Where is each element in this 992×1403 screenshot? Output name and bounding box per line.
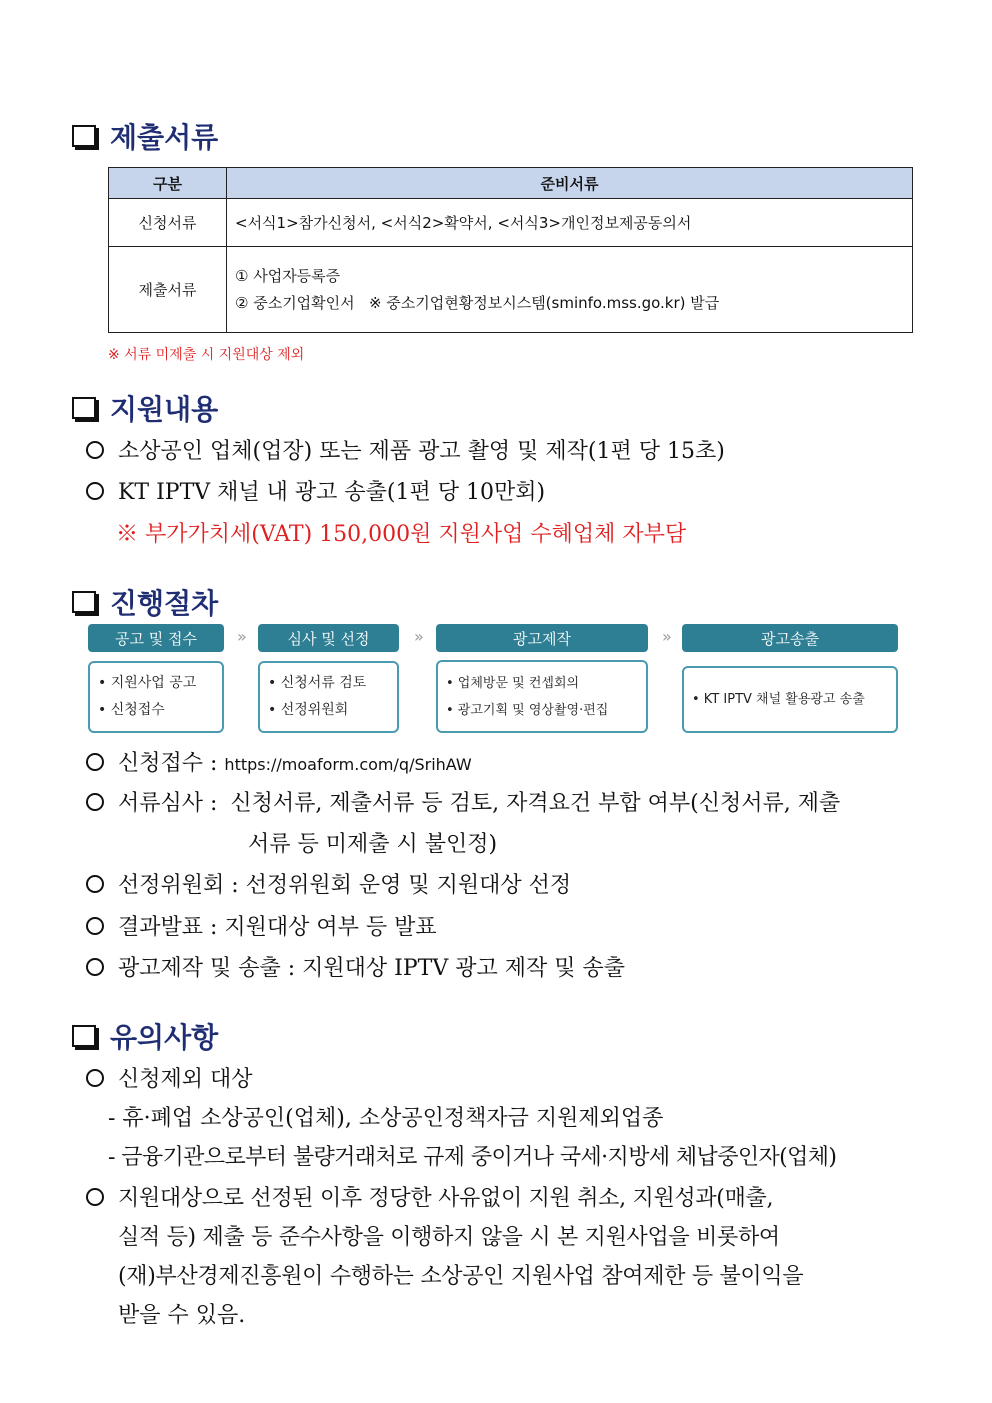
process-document-review-cont: 서류 등 미제출 시 불인정) [248,832,498,857]
checkbox-square-icon [72,1025,96,1047]
step-box-production [436,660,648,733]
doc-item-business-registration: ① 사업자등록증 [235,266,341,285]
section-title-process: 진행절차 [72,582,218,622]
table-header-documents: 준비서류 [227,168,913,199]
step-item: • 선정위원회 [268,702,349,718]
process-apply: 신청접수 : https://moaform.com/q/SrihAW [86,746,472,777]
table-header-category: 구분 [109,168,227,199]
checkbox-square-icon [72,591,96,613]
circle-bullet-icon [86,793,104,811]
table-cell-label: 제출서류 [109,247,227,333]
section-title-support: 지원내용 [72,388,218,428]
table-row [109,247,913,333]
documents-table [108,167,913,333]
step-item: • 신청접수 [98,702,165,718]
step-title-broadcast: 광고송출 [682,624,898,652]
notice-penalty-cont: 받을 수 있음. [118,1303,246,1328]
step-box-announce [88,661,224,733]
support-item-broadcast: KT IPTV 채널 내 광고 송출(1편 당 10만회) [86,475,545,506]
step-item: • KT IPTV 채널 활용광고 송출 [692,692,865,707]
support-item-production: 소상공인 업체(업장) 또는 제품 광고 촬영 및 제작(1편 당 15초) [86,434,725,465]
step-item: • 신청서류 검토 [268,675,367,691]
chevron-right-icon: » [237,627,247,646]
notice-penalty-cont: 실적 등) 제출 등 준수사항을 이행하지 않을 시 본 지원사업을 비롯하여 [118,1225,780,1250]
chevron-right-icon: » [414,627,424,646]
step-item: • 광고기획 및 영상촬영·편집 [446,702,609,718]
circle-bullet-icon [86,917,104,935]
process-document-review: 서류심사 : 신청서류, 제출서류 등 검토, 자격요건 부합 여부(신청서류, 제출 [86,786,840,817]
process-result: 결과발표 : 지원대상 여부 등 발표 [86,910,437,941]
step-item: • 지원사업 공고 [98,675,197,691]
circle-bullet-icon [86,441,104,459]
section-title-documents: 제출서류 [72,116,218,156]
circle-bullet-icon [86,875,104,893]
chevron-right-icon: » [662,627,672,646]
checkbox-square-icon [72,125,96,147]
vat-note: ※ 부가가치세(VAT) 150,000원 지원사업 수혜업체 자부담 [116,522,687,547]
step-title-announce: 공고 및 접수 [88,624,224,652]
process-committee: 선정위원회 : 선정위원회 운영 및 지원대상 선정 [86,868,571,899]
circle-bullet-icon [86,753,104,771]
step-title-review: 심사 및 선정 [258,624,399,652]
table-cell-content: <서식1>참가신청서, <서식2>확약서, <서식3>개인정보제공동의서 [227,199,913,247]
process-production: 광고제작 및 송출 : 지원대상 IPTV 광고 제작 및 송출 [86,951,625,982]
circle-bullet-icon [86,1069,104,1087]
notice-excluded-title: 신청제외 대상 [86,1062,253,1093]
notice-excluded-item: - 금융기관으로부터 불량거래처로 규제 중이거나 국세·지방세 체납중인자(업체) [108,1145,837,1170]
section-title-notice: 유의사항 [72,1016,218,1056]
step-box-review [258,661,399,733]
step-box-broadcast [682,666,898,733]
table-cell-label: 신청서류 [109,199,227,247]
circle-bullet-icon [86,482,104,500]
circle-bullet-icon [86,1188,104,1206]
doc-item-sme-certificate: ② 중소기업확인서 ※ 중소기업현황정보시스템(sminfo.mss.go.kr) 발급 [235,293,720,312]
apply-link[interactable]: https://moaform.com/q/SrihAW [224,755,472,774]
step-item: • 업체방문 및 컨셉회의 [446,675,580,691]
table-cell-content [227,247,913,333]
circle-bullet-icon [86,958,104,976]
step-title-production: 광고제작 [436,624,648,652]
notice-penalty-cont: (재)부산경제진흥원이 수행하는 소상공인 지원사업 참여제한 등 불이익을 [118,1264,804,1289]
notice-penalty: 지원대상으로 선정된 이후 정당한 사유없이 지원 취소, 지원성과(매출, [86,1181,773,1212]
checkbox-square-icon [72,397,96,419]
documents-note: ※ 서류 미제출 시 지원대상 제외 [108,347,305,363]
table-row [109,199,913,247]
notice-excluded-item: - 휴·폐업 소상공인(업체), 소상공인정책자금 지원제외업종 [108,1106,664,1131]
table-header-row [109,168,913,199]
